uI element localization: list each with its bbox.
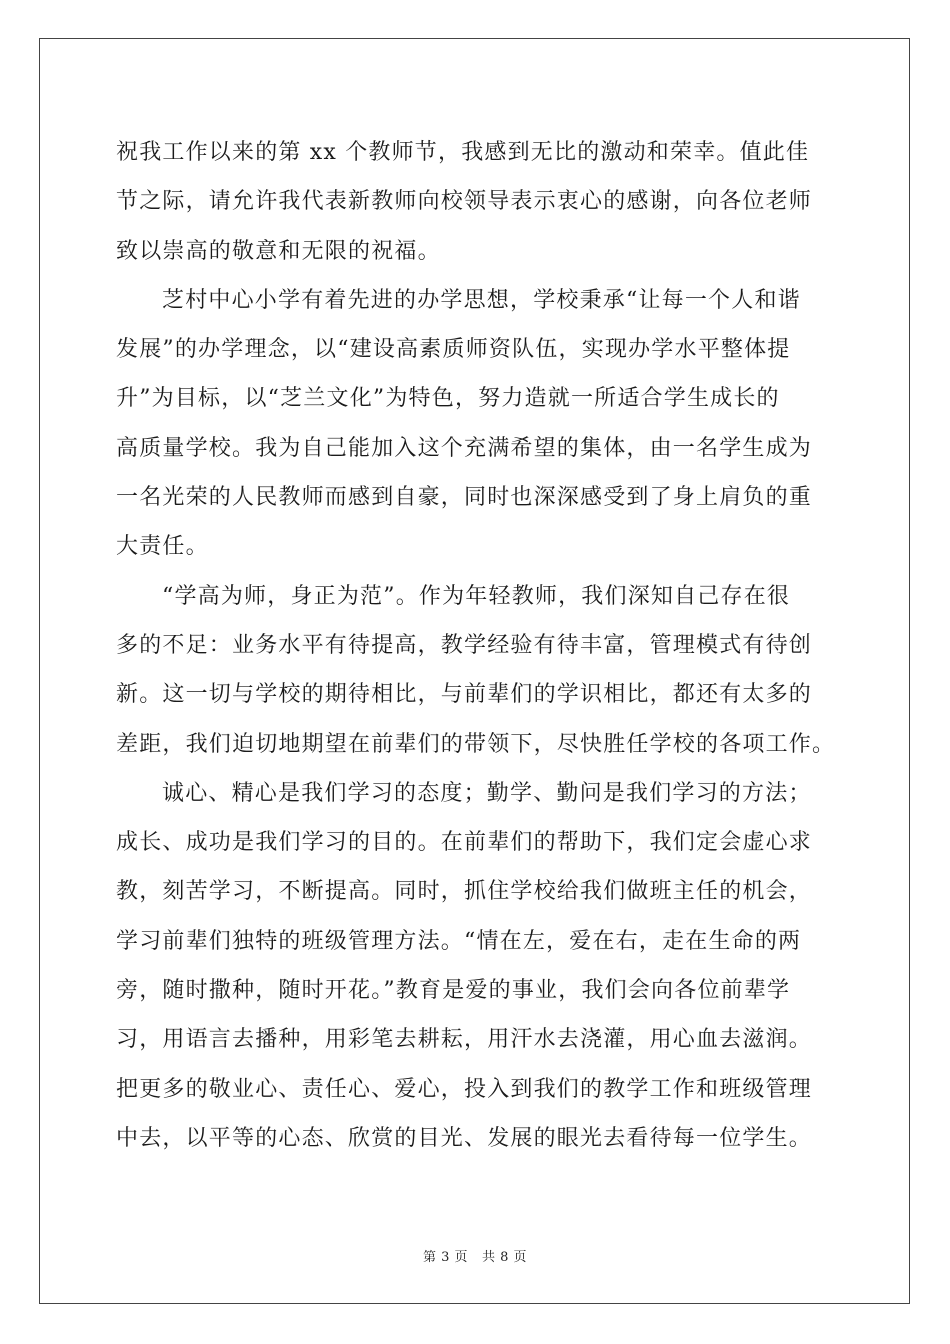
text-line: 节之际，请允许我代表新教师向校领导表示衷心的感谢，向各位老师	[116, 189, 813, 215]
text-line: 差距，我们迫切地期望在前辈们的带领下，尽快胜任学校的各项工作。	[116, 731, 836, 757]
paragraph-start-line: 芝村中心小学有着先进的办学思想，学校秉承“让每一个人和谐	[162, 287, 801, 313]
text-line: 多的不足：业务水平有待提高，教学经验有待丰富，管理模式有待创	[116, 632, 813, 658]
paragraph-start-line: 诚心、精心是我们学习的态度；勤学、勤问是我们学习的方法；	[162, 780, 812, 806]
text-line: 把更多的敬业心、责任心、爱心，投入到我们的教学工作和班级管理	[116, 1076, 813, 1102]
text-line: 成长、成功是我们学习的目的。在前辈们的帮助下，我们定会虚心求	[116, 830, 813, 856]
text-line: 一名光荣的人民教师而感到自豪，同时也深深感受到了身上肩负的重	[116, 485, 813, 511]
document-body	[116, 128, 838, 1163]
page-total: 共 8 页	[482, 1250, 528, 1265]
text-line: 教，刻苦学习，不断提高。同时，抓住学校给我们做班主任的机会，	[116, 879, 813, 905]
paragraph-start-line: “学高为师，身正为范”。作为年轻教师，我们深知自己存在很	[162, 583, 791, 609]
text-line: 发展”的办学理念，以“建设高素质师资队伍，实现办学水平整体提	[116, 337, 791, 363]
text-line: 升”为目标，以“芝兰文化”为特色，努力造就一所适合学生成长的	[116, 386, 780, 412]
text-line: 习，用语言去播种，用彩笔去耕耘，用汗水去浇灌，用心血去滋润。	[116, 1027, 813, 1053]
page-number: 第 3 页	[422, 1250, 468, 1265]
text-line: 致以崇高的敬意和无限的祝福。	[116, 238, 441, 264]
text-line: 高质量学校。我为自己能加入这个充满希望的集体，由一名学生成为	[116, 435, 813, 461]
text-line: 中去，以平等的心态、欣赏的目光、发展的眼光去看待每一位学生。	[116, 1125, 813, 1151]
text-line: 大责任。	[116, 534, 209, 560]
text-line: 祝我工作以来的第 xx 个教师节，我感到无比的激动和荣幸。值此佳	[116, 140, 810, 165]
page-footer	[0, 1246, 950, 1265]
text-line: 新。这一切与学校的期待相比，与前辈们的学识相比，都还有太多的	[116, 682, 813, 708]
text-line: 旁，随时撒种，随时开花。”教育是爱的事业，我们会向各位前辈学	[116, 978, 791, 1004]
text-line: 学习前辈们独特的班级管理方法。“情在左，爱在右，走在生命的两	[116, 928, 802, 954]
